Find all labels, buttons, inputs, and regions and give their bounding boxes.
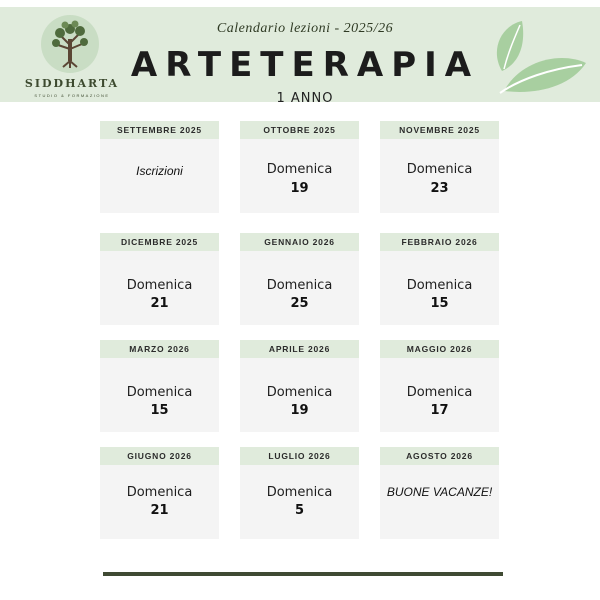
logo-tagline: STUDIO & FORMAZIONE: [34, 93, 110, 98]
month-card-ottobre: [240, 121, 359, 213]
month-header: FEBBRAIO 2026: [380, 233, 499, 251]
lesson-day: Domenica: [266, 162, 333, 177]
lesson-day: Domenica: [406, 162, 473, 177]
month-card-gennaio: [240, 233, 359, 325]
lesson-day: Domenica: [126, 385, 193, 400]
month-header: APRILE 2026: [240, 340, 359, 358]
lesson-date: 17: [430, 403, 449, 418]
month-header: MAGGIO 2026: [380, 340, 499, 358]
lesson-date: 21: [150, 296, 169, 311]
month-card-luglio: [240, 447, 359, 539]
month-card-maggio: [380, 340, 499, 432]
lesson-day: Domenica: [406, 385, 473, 400]
lesson-day: Domenica: [266, 278, 333, 293]
month-header: SETTEMBRE 2025: [100, 121, 219, 139]
lesson-date: 21: [150, 503, 169, 518]
lesson-date: 19: [290, 181, 309, 196]
bottom-divider: [103, 572, 503, 576]
page-title: ARTETERAPIA: [130, 45, 480, 85]
month-header: LUGLIO 2026: [240, 447, 359, 465]
month-card-giugno: [100, 447, 219, 539]
month-card-settembre: [100, 121, 219, 213]
lesson-day: Domenica: [266, 385, 333, 400]
card-note: BUONE VACANZE!: [386, 485, 493, 499]
leaves-decoration-icon: [490, 21, 590, 96]
month-header: GIUGNO 2026: [100, 447, 219, 465]
month-card-marzo: [100, 340, 219, 432]
month-header: MARZO 2026: [100, 340, 219, 358]
logo-name: SIDDHARTA: [24, 77, 120, 90]
lesson-day: Domenica: [406, 278, 473, 293]
month-header: NOVEMBRE 2025: [380, 121, 499, 139]
siddharta-logo: [22, 15, 122, 103]
lesson-date: 15: [150, 403, 169, 418]
month-card-novembre: [380, 121, 499, 213]
lesson-date: 5: [294, 503, 305, 518]
month-card-febbraio: [380, 233, 499, 325]
lesson-date: 19: [290, 403, 309, 418]
month-header: GENNAIO 2026: [240, 233, 359, 251]
lesson-date: 15: [430, 296, 449, 311]
month-header: DICEMBRE 2025: [100, 233, 219, 251]
page-subtitle: Calendario lezioni - 2025/26: [216, 21, 394, 36]
lesson-day: Domenica: [266, 485, 333, 500]
month-header: OTTOBRE 2025: [240, 121, 359, 139]
lesson-day: Domenica: [126, 485, 193, 500]
year-label: 1 ANNO: [276, 91, 334, 106]
lesson-date: 23: [430, 181, 449, 196]
month-card-agosto: [380, 447, 499, 539]
month-card-dicembre: [100, 233, 219, 325]
month-header: AGOSTO 2026: [380, 447, 499, 465]
lesson-date: 25: [290, 296, 309, 311]
tree-logo-icon: [41, 15, 99, 73]
lesson-day: Domenica: [126, 278, 193, 293]
card-note: Iscrizioni: [136, 164, 183, 178]
header-banner: [0, 7, 600, 106]
month-card-aprile: [240, 340, 359, 432]
